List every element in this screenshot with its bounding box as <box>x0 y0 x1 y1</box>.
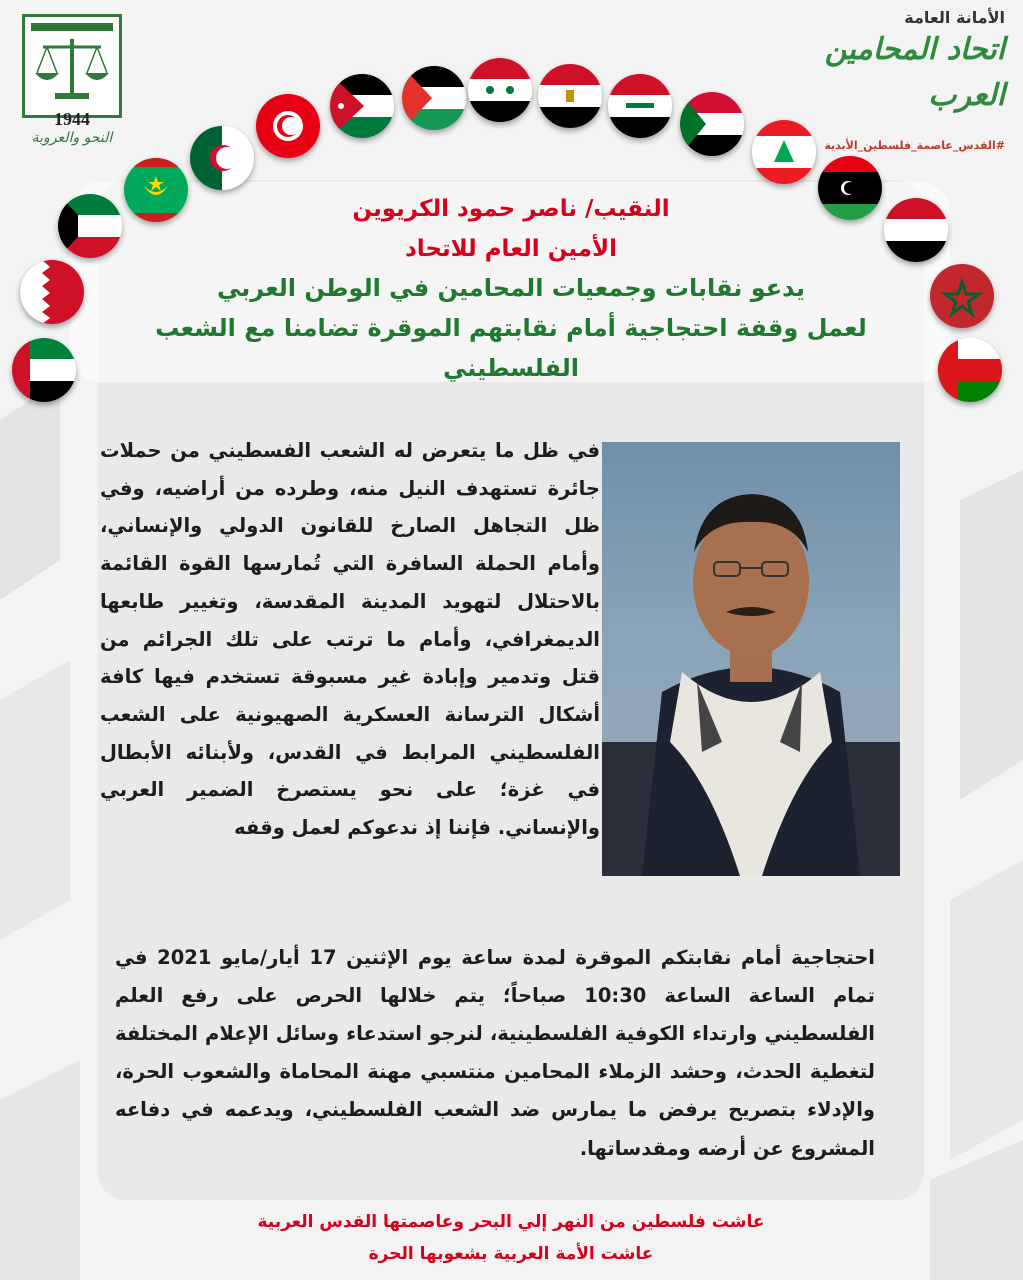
logo-year: 1944 <box>54 109 90 129</box>
portrait-illustration <box>602 442 900 876</box>
palestine-flag <box>402 66 466 130</box>
call-line-2: لعمل وقفة احتجاجية أمام نقابتهم الموقرة تضامنا مع الشعب الفلسطيني <box>155 314 867 382</box>
body-paragraph-2: احتجاجية أمام نقابتكم الموقرة لمدة ساعة يوم الإثنين 17 أيار/مايو 2021 في تمام الساعة الساعة 10:30 صباحاً؛ يتم خلالها الحرص على رفع العلم الفلسطيني وارتداء الكوفية الفلسطينية، لنرجو استدعاء وسائل الإعلام المختلفة لتغطية الحدث، وحشد الزملاء المحامين منتسبي مهنة المحاماة والشعوب الحرة، والإدلاء بتصريح يرفض ما يمارس ضد الشعب الفلسطيني، ويدعمه في دفاعه المشروع عن أرضه ومقدساتها. <box>115 945 876 1160</box>
jordan-flag <box>330 74 394 138</box>
morocco-flag <box>930 264 994 328</box>
body-wide-text <box>115 919 875 1187</box>
syndicate-logo <box>22 14 122 150</box>
body-column-text <box>100 432 600 847</box>
union-brand <box>795 8 1005 152</box>
tunisia-flag <box>256 94 320 158</box>
scales-icon <box>25 17 119 115</box>
slogan-1: عاشت فلسطين من النهر إلي البحر وعاصمتها القدس العربية <box>257 1212 765 1232</box>
announcement-header <box>100 190 922 388</box>
syria-flag <box>468 58 532 122</box>
bahrain-flag <box>20 260 84 324</box>
secretary-title: الأمين العام للاتحاد <box>404 236 618 262</box>
brand-hashtag: #القدس_عاصمة_فلسطين_الأبدية <box>824 139 1005 152</box>
secretary-name: النقيب/ ناصر حمود الكريوين <box>352 196 670 222</box>
egypt-flag <box>538 64 602 128</box>
uae-flag <box>12 338 76 402</box>
portrait-photo <box>602 442 900 876</box>
sudan-flag <box>680 92 744 156</box>
brand-name: اتحاد المحامين العرب <box>824 32 1005 113</box>
algeria-flag <box>190 126 254 190</box>
body-paragraph-1: في ظل ما يتعرض له الشعب الفسطيني من حملات جائرة تستهدف النيل منه، وطرده من أراضيه، وفي ظل التجاهل الصارخ للقانون الدولي والإنساني، وأمام الحملة السافرة التي تُمارسها القوة القائمة بالاحتلال لتهويد المدينة المقدسة، وتغيير طابعها الديمغرافي، وأمام ما ترتب على تلك الجرائم من قتل وتدمير وإبادة غير مسبوقة تستخدم فيها كافة أشكال الترسانة العسكرية الصهيونية على الشعب الفلسطيني المرابط في القدس، ولأبنائه الأبطال في غزة؛ على نحو يستصرخ الضمير العربي والإنساني. فإننا إذ ندعوكم لعمل وقفه <box>100 439 600 840</box>
call-line-1: يدعو نقابات وجمعيات المحامين في الوطن العربي <box>216 274 806 302</box>
iraq-flag <box>608 74 672 138</box>
logo-frame <box>22 14 122 118</box>
logo-caption: النحو والعروبة <box>31 130 113 146</box>
slogan-2: عاشت الأمة العربية بشعوبها الحرة <box>368 1244 654 1264</box>
brand-top-line: الأمانة العامة <box>904 8 1005 27</box>
oman-flag <box>938 338 1002 402</box>
lebanon-flag <box>752 120 816 184</box>
closing-slogans <box>100 1206 922 1270</box>
